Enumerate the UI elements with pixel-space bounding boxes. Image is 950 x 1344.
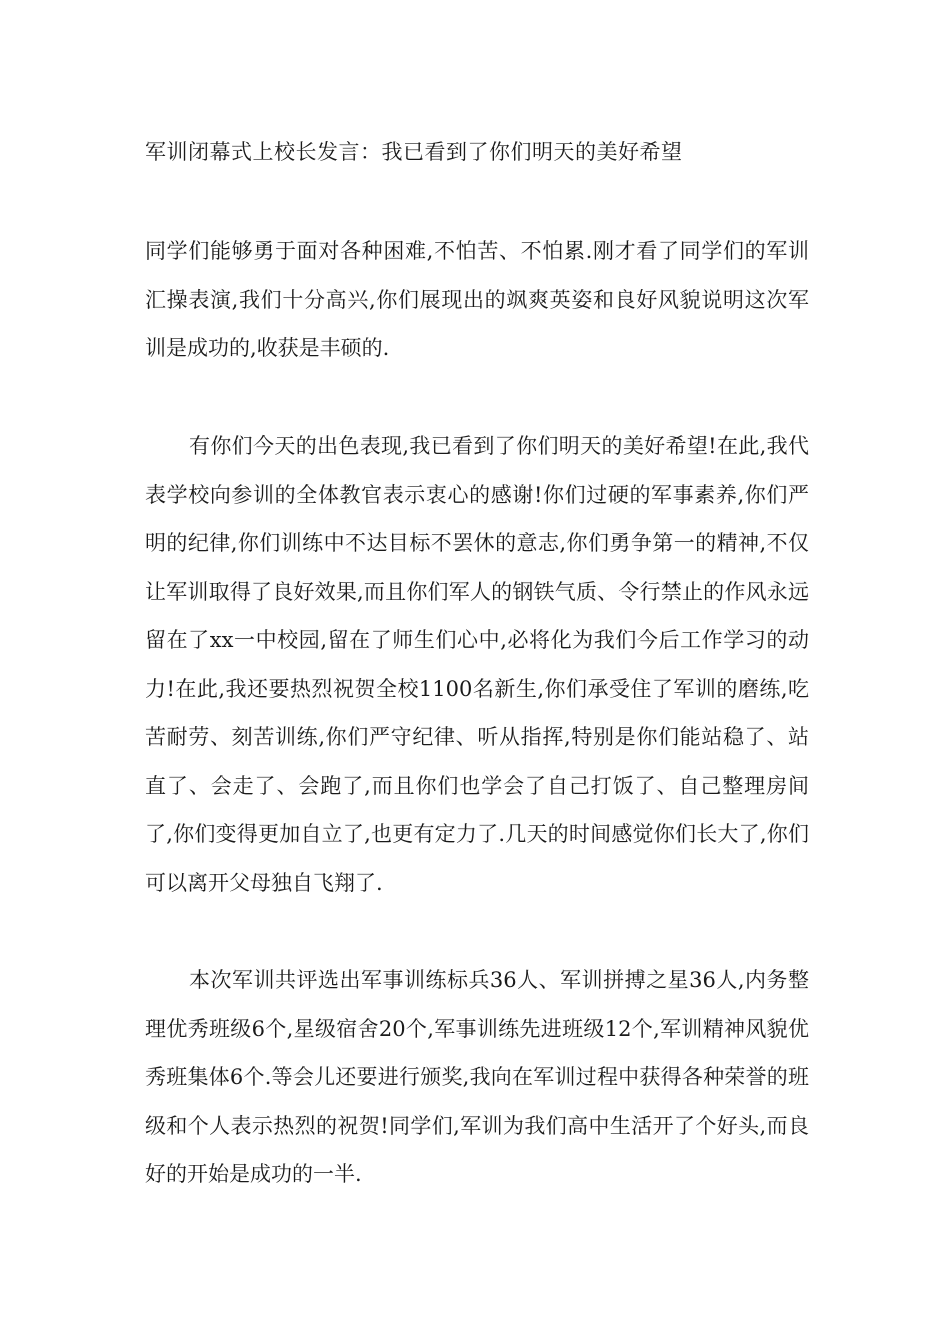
paragraph-3: 本次军训共评选出军事训练标兵36人、军训拼搏之星36人,内务整理优秀班级6个,星级宿舍20个,军事训练先进班级12个,军训精神风貌优秀班集体6个.等会儿还要进行颁奖,我向在军训过程中获得各种荣誉的班级和个人表示热烈的祝贺!同学们,军训为我们高中生活开了个好头,而良好的开始是成功的一半.: [145, 968, 809, 1186]
paragraph-2: 有你们今天的出色表现,我已看到了你们明天的美好希望!在此,我代表学校向参训的全体教官表示衷心的感谢!你们过硬的军事素养,你们严明的纪律,你们训练中不达目标不罢休的意志,你们勇争第一的精神,不仅让军训取得了良好效果,而且你们军人的钢铁气质、令行禁止的作风永远留在了xx一中校园,留在了师生们心中,必将化为我们今后工作学习的动力!在此,我还要热烈祝贺全校1100名新生,你们承受住了军训的磨练,吃苦耐劳、刻苦训练,你们严守纪律、听从指挥,特别是你们能站稳了、站直了、会走了、会跑了,而且你们也学会了自己打饭了、自己整理房间了,你们变得更加自立了,也更有定力了.几天的时间感觉你们长大了,你们可以离开父母独自飞翔了.: [145, 434, 809, 895]
paragraph-1: 同学们能够勇于面对各种困难,不怕苦、不怕累.刚才看了同学们的军训汇操表演,我们十分高兴,你们展现出的飒爽英姿和良好风貌说明这次军训是成功的,收获是丰硕的.: [145, 239, 809, 360]
document-title: 军训闭幕式上校长发言：我已看到了你们明天的美好希望: [145, 140, 683, 164]
